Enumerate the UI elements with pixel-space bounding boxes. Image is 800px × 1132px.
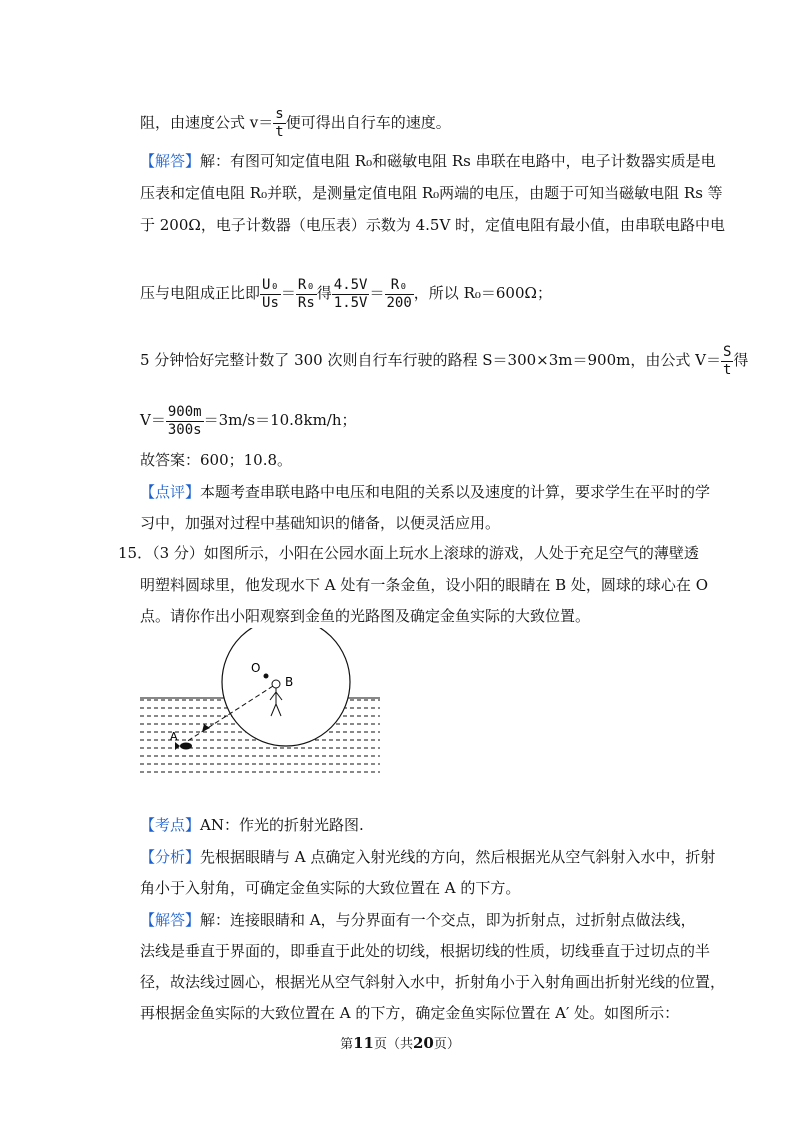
text: 得 xyxy=(316,284,332,302)
text: 页（共 xyxy=(373,1037,413,1052)
analysis-tag: 【分析】 xyxy=(140,848,201,866)
center-dot xyxy=(264,674,269,679)
answer-line xyxy=(140,910,696,930)
label-b: B xyxy=(285,675,294,689)
page-footer xyxy=(0,1033,800,1052)
text: 本题考查串联电路中电压和电阻的关系以及速度的计算，要求学生在平时的学 xyxy=(200,483,711,501)
denominator: t xyxy=(722,361,732,378)
question-number: 15． xyxy=(118,544,153,562)
answer-line xyxy=(140,151,716,171)
text: 先根据眼睛与 A 点确定入射光线的方向，然后根据光从空气斜射入水中，折射 xyxy=(200,848,716,866)
label-o: O xyxy=(251,661,261,675)
text-line: 压表和定值电阻 R₀并联，是测量定值电阻 R₀两端的电压，由题于可知当磁敏电阻 Rs 等 xyxy=(140,184,723,202)
equation-line xyxy=(140,400,357,440)
text-line: 明塑料圆球里，他发现水下 A 处有一条金鱼，设小阳的眼睛在 B 处，圆球的球心在 O xyxy=(140,576,708,594)
numerator: R₀ xyxy=(297,276,315,293)
text: 得 xyxy=(733,351,749,369)
kaodian-line xyxy=(140,815,364,835)
text: 解：连接眼睛和 A，与分界面有一个交点，即为折射点，过折射点做法线， xyxy=(200,911,696,929)
text-line: 点。请你作出小阳观察到金鱼的光路图及确定金鱼实际的大致位置。 xyxy=(140,607,591,625)
question-line xyxy=(118,543,699,563)
fraction xyxy=(260,277,281,312)
fraction xyxy=(721,344,733,379)
fish-tail-icon xyxy=(175,742,180,750)
text: 第 xyxy=(340,1037,354,1052)
equals: ＝ xyxy=(280,284,296,302)
text: 压与电阻成正比即 xyxy=(140,284,261,302)
analysis-line xyxy=(140,847,715,867)
equation-line xyxy=(140,340,748,380)
ball-water-figure xyxy=(140,628,380,780)
label-a: A xyxy=(170,730,178,743)
denominator: t xyxy=(275,124,284,140)
text-line: 习中，加强对过程中基础知识的储备，以便灵活应用。 xyxy=(140,514,501,532)
fraction xyxy=(296,277,317,312)
comment-line xyxy=(140,482,710,502)
denominator: 200 xyxy=(386,294,412,311)
total-pages: 20 xyxy=(413,1034,434,1052)
text: （3 分）如图所示，小阳在公园水面上玩水上滚球的游戏，人处于充足空气的薄壁透 xyxy=(152,544,699,562)
fraction xyxy=(385,277,414,312)
fraction xyxy=(273,106,285,141)
text: V＝ xyxy=(140,411,166,429)
numerator: R₀ xyxy=(385,277,414,295)
text-line: 再根据金鱼实际的大致位置在 A 的下方，确定金鱼实际位置在 A′ 处。如图所示： xyxy=(140,1004,680,1022)
text-line: 径，故法线过圆心，根据光从空气斜射入水中，折射角小于入射角画出折射光线的位置， xyxy=(140,973,726,991)
text-line: 法线是垂直于界面的，即垂直于此处的切线，根据切线的性质，切线垂直于过切点的半 xyxy=(140,942,711,960)
answer-tag: 【解答】 xyxy=(140,911,201,929)
text: 页） xyxy=(433,1037,460,1052)
numerator: s xyxy=(275,106,284,122)
text: ＝3m/s＝10.8km/h； xyxy=(203,411,357,429)
page-number: 11 xyxy=(353,1034,374,1052)
numerator: 900m xyxy=(167,403,202,420)
text: 5 分钟恰好完整计数了 300 次则自行车行驶的路程 S＝300×3m＝900m，由公式 V＝ xyxy=(140,351,721,369)
text-line: 故答案：600；10.8。 xyxy=(140,451,293,469)
numerator: U₀ xyxy=(262,276,279,293)
equation-line xyxy=(140,270,552,316)
denominator: 1.5V xyxy=(333,294,368,311)
denominator: 300s xyxy=(167,421,202,438)
numerator: 4.5V xyxy=(333,276,368,293)
text: AN：作光的折射光路图. xyxy=(200,816,364,834)
arrow-icon xyxy=(202,724,210,732)
answer-tag: 【解答】 xyxy=(140,152,201,170)
text: 便可得出自行车的速度。 xyxy=(285,113,451,132)
text: 阻，由速度公式 v＝ xyxy=(140,113,274,132)
fraction xyxy=(332,277,370,312)
equals: ＝ xyxy=(369,284,385,302)
denominator: Us xyxy=(262,294,279,311)
kaodian-tag: 【考点】 xyxy=(140,816,201,834)
denominator: Rs xyxy=(297,294,315,311)
text-line: 角小于入射角，可确定金鱼实际的大致位置在 A 的下方。 xyxy=(140,879,521,897)
fraction xyxy=(166,404,204,439)
numerator: S xyxy=(722,343,732,360)
text: ，所以 R₀＝600Ω； xyxy=(413,284,552,302)
fish-icon xyxy=(180,743,192,750)
comment-tag: 【点评】 xyxy=(140,483,201,501)
text: 解：有图可知定值电阻 R₀和磁敏电阻 Rs 串联在电路中，电子计数器实质是电 xyxy=(200,152,716,170)
text-line: 于 200Ω，电子计数器（电压表）示数为 4.5V 时，定值电阻有最小值，由串联电路中电 xyxy=(140,216,726,234)
text-line xyxy=(140,106,451,141)
